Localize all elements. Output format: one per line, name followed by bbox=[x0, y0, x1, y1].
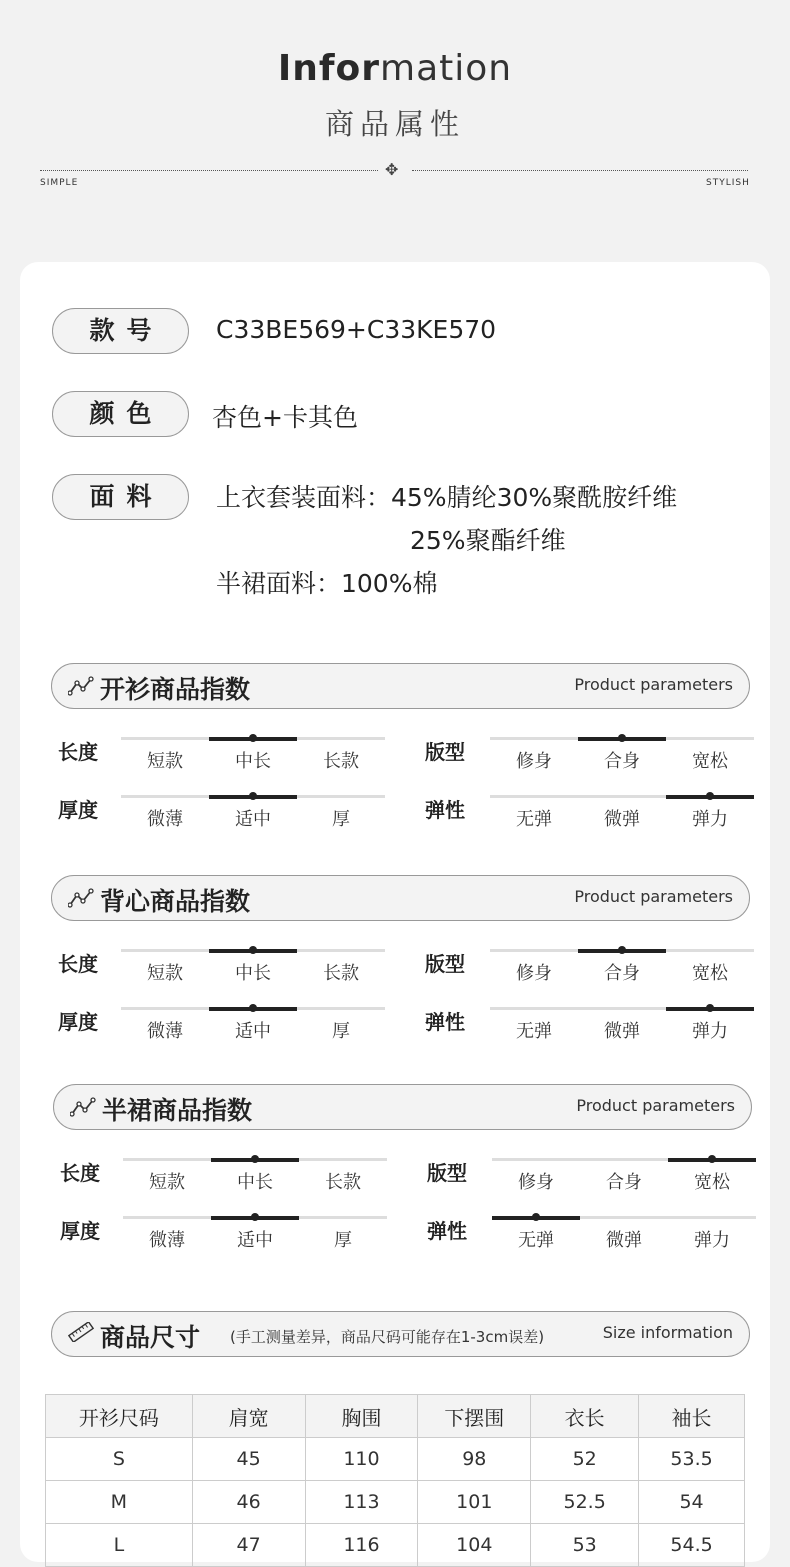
table-cell: S bbox=[46, 1438, 193, 1481]
rating-marker bbox=[251, 1155, 259, 1163]
fabric-label: 面料 bbox=[52, 474, 189, 520]
rating-segment bbox=[121, 949, 209, 952]
ruler-icon bbox=[68, 1322, 94, 1342]
rating-segment bbox=[299, 1216, 387, 1219]
chart-line-icon bbox=[70, 1097, 96, 1117]
rating-option: 宽松 bbox=[692, 751, 728, 772]
rating-track bbox=[123, 1216, 387, 1251]
table-cell: 113 bbox=[305, 1481, 418, 1524]
rating-option: 弹力 bbox=[692, 809, 728, 830]
ornament-icon: ✥ bbox=[385, 160, 399, 179]
rating-label: 弹性 bbox=[427, 1219, 467, 1243]
rating-segment bbox=[578, 795, 666, 798]
rating-track bbox=[492, 1216, 756, 1251]
size-header bbox=[51, 1311, 750, 1357]
table-cell: L bbox=[46, 1524, 193, 1567]
rating-segment bbox=[666, 737, 754, 740]
style-no-label: 款号 bbox=[52, 308, 189, 354]
table-header-row bbox=[46, 1395, 745, 1438]
rating-track bbox=[121, 737, 385, 772]
rating-track bbox=[490, 1007, 754, 1042]
size-table bbox=[45, 1394, 745, 1567]
color-label: 颜色 bbox=[52, 391, 189, 437]
rating-segment bbox=[121, 1007, 209, 1010]
rating-option: 修身 bbox=[516, 751, 552, 772]
rating-label: 长度 bbox=[58, 952, 98, 976]
table-cell: 54.5 bbox=[639, 1524, 745, 1567]
size-note: (手工测量差异，商品尺码可能存在1-3cm误差) bbox=[230, 1328, 545, 1346]
table-cell: 47 bbox=[192, 1524, 305, 1567]
rating-marker bbox=[251, 1213, 259, 1221]
rating-label: 长度 bbox=[60, 1161, 100, 1185]
rating-segment bbox=[490, 737, 578, 740]
rating-option: 无弹 bbox=[518, 1230, 554, 1251]
rating-marker bbox=[618, 946, 626, 954]
table-header-cell: 肩宽 bbox=[192, 1395, 305, 1438]
rating-track bbox=[123, 1158, 387, 1193]
page-title-en bbox=[0, 48, 790, 89]
section-title: 开衫商品指数 bbox=[100, 675, 251, 704]
rating-marker bbox=[249, 734, 257, 742]
rating-option: 适中 bbox=[237, 1230, 273, 1251]
rating-label: 版型 bbox=[427, 1161, 467, 1185]
rating-segment bbox=[490, 949, 578, 952]
rating-option: 中长 bbox=[237, 1172, 273, 1193]
rating-track bbox=[490, 795, 754, 830]
rating-option: 弹力 bbox=[692, 1021, 728, 1042]
rating-segment bbox=[492, 1158, 580, 1161]
table-cell: 116 bbox=[305, 1524, 418, 1567]
section-subtitle: Product parameters bbox=[574, 887, 733, 906]
rating-option: 短款 bbox=[147, 963, 183, 984]
title-bold: Infor bbox=[277, 48, 381, 89]
page-title-cn: 商品属性 bbox=[324, 107, 465, 141]
rating-segment bbox=[297, 737, 385, 740]
rating-option: 短款 bbox=[147, 751, 183, 772]
section-header bbox=[51, 875, 750, 921]
rating-option: 中长 bbox=[235, 963, 271, 984]
rating-track bbox=[490, 949, 754, 984]
rating-label: 版型 bbox=[425, 952, 465, 976]
rating-option: 无弹 bbox=[516, 1021, 552, 1042]
rating-segment bbox=[297, 1007, 385, 1010]
table-cell: 54 bbox=[639, 1481, 745, 1524]
rating-option: 微弹 bbox=[604, 809, 640, 830]
table-cell: M bbox=[46, 1481, 193, 1524]
rating-segment bbox=[121, 737, 209, 740]
rating-option: 长款 bbox=[323, 751, 359, 772]
rating-segment bbox=[580, 1216, 668, 1219]
rating-option: 合身 bbox=[606, 1172, 642, 1193]
fabric-line-2: 25%聚酯纤维 bbox=[410, 526, 566, 555]
rating-track bbox=[490, 737, 754, 772]
rating-label: 厚度 bbox=[60, 1219, 100, 1243]
rating-track bbox=[492, 1158, 756, 1193]
table-header-cell: 胸围 bbox=[305, 1395, 418, 1438]
table-header-cell: 开衫尺码 bbox=[46, 1395, 193, 1438]
rating-segment bbox=[578, 1007, 666, 1010]
rating-option: 厚 bbox=[332, 809, 350, 830]
rating-segment bbox=[490, 795, 578, 798]
rating-label: 版型 bbox=[425, 740, 465, 764]
rating-option: 长款 bbox=[323, 963, 359, 984]
rating-option: 适中 bbox=[235, 809, 271, 830]
rating-segment bbox=[666, 949, 754, 952]
rating-option: 合身 bbox=[604, 751, 640, 772]
rating-label: 厚度 bbox=[58, 1010, 98, 1034]
rating-segment bbox=[299, 1158, 387, 1161]
size-title: 商品尺寸 bbox=[100, 1323, 201, 1352]
table-cell: 52 bbox=[531, 1438, 639, 1481]
title-light: mation bbox=[380, 48, 513, 89]
rating-option: 修身 bbox=[516, 963, 552, 984]
rating-marker bbox=[249, 1004, 257, 1012]
table-row bbox=[46, 1481, 745, 1524]
rating-marker bbox=[249, 946, 257, 954]
rating-segment bbox=[297, 795, 385, 798]
rating-label: 厚度 bbox=[58, 798, 98, 822]
rating-segment bbox=[668, 1216, 756, 1219]
table-cell: 53 bbox=[531, 1524, 639, 1567]
rating-segment bbox=[490, 1007, 578, 1010]
divider-right bbox=[412, 170, 748, 171]
table-cell: 53.5 bbox=[639, 1438, 745, 1481]
rating-option: 微弹 bbox=[604, 1021, 640, 1042]
rating-segment bbox=[123, 1158, 211, 1161]
rating-option: 宽松 bbox=[692, 963, 728, 984]
section-title: 背心商品指数 bbox=[100, 887, 251, 916]
rating-marker bbox=[706, 1004, 714, 1012]
section-subtitle: Product parameters bbox=[576, 1096, 735, 1115]
rating-segment bbox=[123, 1216, 211, 1219]
table-row bbox=[46, 1438, 745, 1481]
table-cell: 110 bbox=[305, 1438, 418, 1481]
stylish-tag: STYLISH bbox=[706, 178, 750, 188]
rating-marker bbox=[532, 1213, 540, 1221]
rating-track bbox=[121, 1007, 385, 1042]
fabric-line-1: 上衣套装面料：45%腈纶30%聚酰胺纤维 bbox=[216, 483, 678, 512]
rating-option: 中长 bbox=[235, 751, 271, 772]
color-value: 杏色+卡其色 bbox=[212, 403, 358, 432]
rating-option: 适中 bbox=[235, 1021, 271, 1042]
rating-option: 微弹 bbox=[606, 1230, 642, 1251]
section-header bbox=[51, 663, 750, 709]
rating-option: 弹力 bbox=[694, 1230, 730, 1251]
table-cell: 46 bbox=[192, 1481, 305, 1524]
rating-marker bbox=[249, 792, 257, 800]
rating-option: 微薄 bbox=[147, 809, 183, 830]
style-no-value: C33BE569+C33KE570 bbox=[216, 315, 497, 344]
rating-option: 微薄 bbox=[147, 1021, 183, 1042]
table-cell: 98 bbox=[418, 1438, 531, 1481]
table-cell: 104 bbox=[418, 1524, 531, 1567]
chart-line-icon bbox=[68, 676, 94, 696]
rating-option: 长款 bbox=[325, 1172, 361, 1193]
rating-option: 厚 bbox=[332, 1021, 350, 1042]
section-subtitle: Product parameters bbox=[574, 675, 733, 694]
fabric-line-3: 半裙面料：100%棉 bbox=[216, 569, 438, 598]
rating-segment bbox=[297, 949, 385, 952]
section-title: 半裙商品指数 bbox=[102, 1096, 253, 1125]
rating-marker bbox=[708, 1155, 716, 1163]
table-cell: 52.5 bbox=[531, 1481, 639, 1524]
rating-option: 无弹 bbox=[516, 809, 552, 830]
rating-marker bbox=[618, 734, 626, 742]
rating-marker bbox=[706, 792, 714, 800]
rating-option: 短款 bbox=[149, 1172, 185, 1193]
table-cell: 101 bbox=[418, 1481, 531, 1524]
chart-line-icon bbox=[68, 888, 94, 908]
rating-option: 宽松 bbox=[694, 1172, 730, 1193]
rating-option: 厚 bbox=[334, 1230, 352, 1251]
rating-track bbox=[121, 949, 385, 984]
rating-label: 弹性 bbox=[425, 1010, 465, 1034]
table-row bbox=[46, 1524, 745, 1567]
table-header-cell: 衣长 bbox=[531, 1395, 639, 1438]
rating-option: 修身 bbox=[518, 1172, 554, 1193]
rating-label: 弹性 bbox=[425, 798, 465, 822]
rating-segment bbox=[580, 1158, 668, 1161]
table-cell: 45 bbox=[192, 1438, 305, 1481]
rating-option: 合身 bbox=[604, 963, 640, 984]
rating-segment bbox=[121, 795, 209, 798]
size-subtitle: Size information bbox=[602, 1323, 733, 1342]
section-header bbox=[53, 1084, 752, 1130]
rating-track bbox=[121, 795, 385, 830]
rating-label: 长度 bbox=[58, 740, 98, 764]
simple-tag: SIMPLE bbox=[40, 178, 79, 188]
divider-left bbox=[40, 170, 378, 171]
table-header-cell: 下摆围 bbox=[418, 1395, 531, 1438]
rating-option: 微薄 bbox=[149, 1230, 185, 1251]
table-header-cell: 袖长 bbox=[639, 1395, 745, 1438]
